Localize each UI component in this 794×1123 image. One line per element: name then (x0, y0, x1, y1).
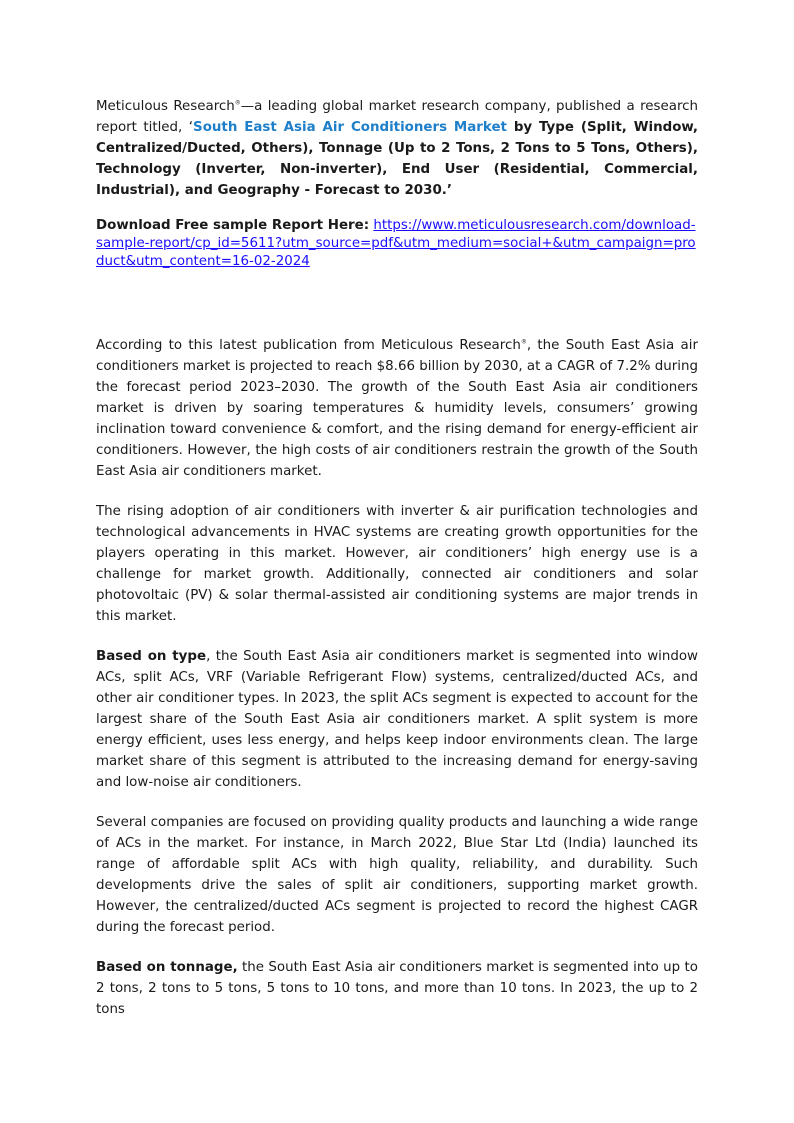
section-spacer (96, 271, 698, 335)
opportunities-paragraph: The rising adoption of air conditioners with inverter & air purification technologies and technological advancements in HVAC systems are creating growth opportunities for the players operating in this market. However, air conditioners’ high energy use is a challenge for market growth. Additionally, connected air conditioners and solar photovoltaic (PV) & solar thermal-assisted air conditioning systems are major trends in this market. (96, 504, 698, 624)
overview-text-b: , the South East Asia air conditioners market is projected to reach $8.66 billion by 2030, at a CAGR of 7.2% during the forecast period 2023–2030. The growth of the South East Asia air conditioners market is driven by soaring temperatures & humidity levels, consumers’ growing inclination toward convenience & comfort, and the rising demand for energy-efficient air conditioners. However, the high costs of air conditioners restrain the growth of the South East Asia air conditioners market. (96, 338, 698, 479)
intro-text: —a leading global market research company, published a research report titled, ‘ (96, 99, 699, 135)
report-title-rest: by Type (Split, Window, Centralized/Ducted, Others), Tonnage (Up to 2 Tons, 2 Tons to 5 Tons, Others), Technology (Inverter, Non-inverter), End User (Residential, Commercial, Industrial), and Geography - Forecast to 2030.’ (96, 120, 698, 198)
tonnage-text: the South East Asia air conditioners market is segmented into up to 2 tons, 2 tons to 5 tons, 5 tons to 10 tons, and more than 10 tons. In 2023, the up to 2 tons (96, 960, 698, 1017)
registered-mark-2: ® (520, 338, 527, 346)
download-label: Download Free sample Report Here: (96, 218, 370, 233)
type-text: , the South East Asia air conditioners market is segmented into window ACs, split ACs, VRF (Variable Refrigerant Flow) systems, centralized/ducted ACs, and other air conditioner types. In 2023, the split ACs segment is expected to account for the largest share of the South East Asia air conditioners market. A split system is more energy efficient, uses less energy, and helps keep indoor environments clean. The large market share of this segment is attributed to the increasing demand for energy-saving and low-noise air conditioners. (96, 649, 698, 790)
overview-text-a: According to this latest publication from Meticulous Research (96, 338, 521, 353)
market-overview-paragraph (96, 335, 698, 482)
intro-paragraph (96, 96, 698, 201)
download-sample-line (96, 217, 698, 271)
download-sample-link[interactable]: https://www.meticulousresearch.com/download-sample-report/cp_id=5611?utm_source=pdf&utm_medium=social+&utm_campaign=product&utm_content=16-02-2024 (96, 218, 696, 269)
tonnage-segment-paragraph (96, 957, 698, 1020)
tonnage-heading: Based on tonnage, (96, 960, 238, 975)
report-title-link[interactable]: South East Asia Air Conditioners Market (193, 120, 507, 135)
type-heading: Based on type (96, 649, 207, 664)
type-segment-paragraph (96, 646, 698, 793)
companies-paragraph: Several companies are focused on providing quality products and launching a wide range of ACs in the market. For instance, in March 2022, Blue Star Ltd (India) launched its range of affordable split ACs with high quality, reliability, and durability. Such developments drive the sales of split air conditioners, supporting market growth. However, the centralized/ducted ACs segment is projected to record the highest CAGR during the forecast period. (96, 815, 698, 935)
document-page (96, 96, 698, 1039)
registered-mark: ® (234, 99, 241, 107)
company-name: Meticulous Research (96, 99, 235, 114)
